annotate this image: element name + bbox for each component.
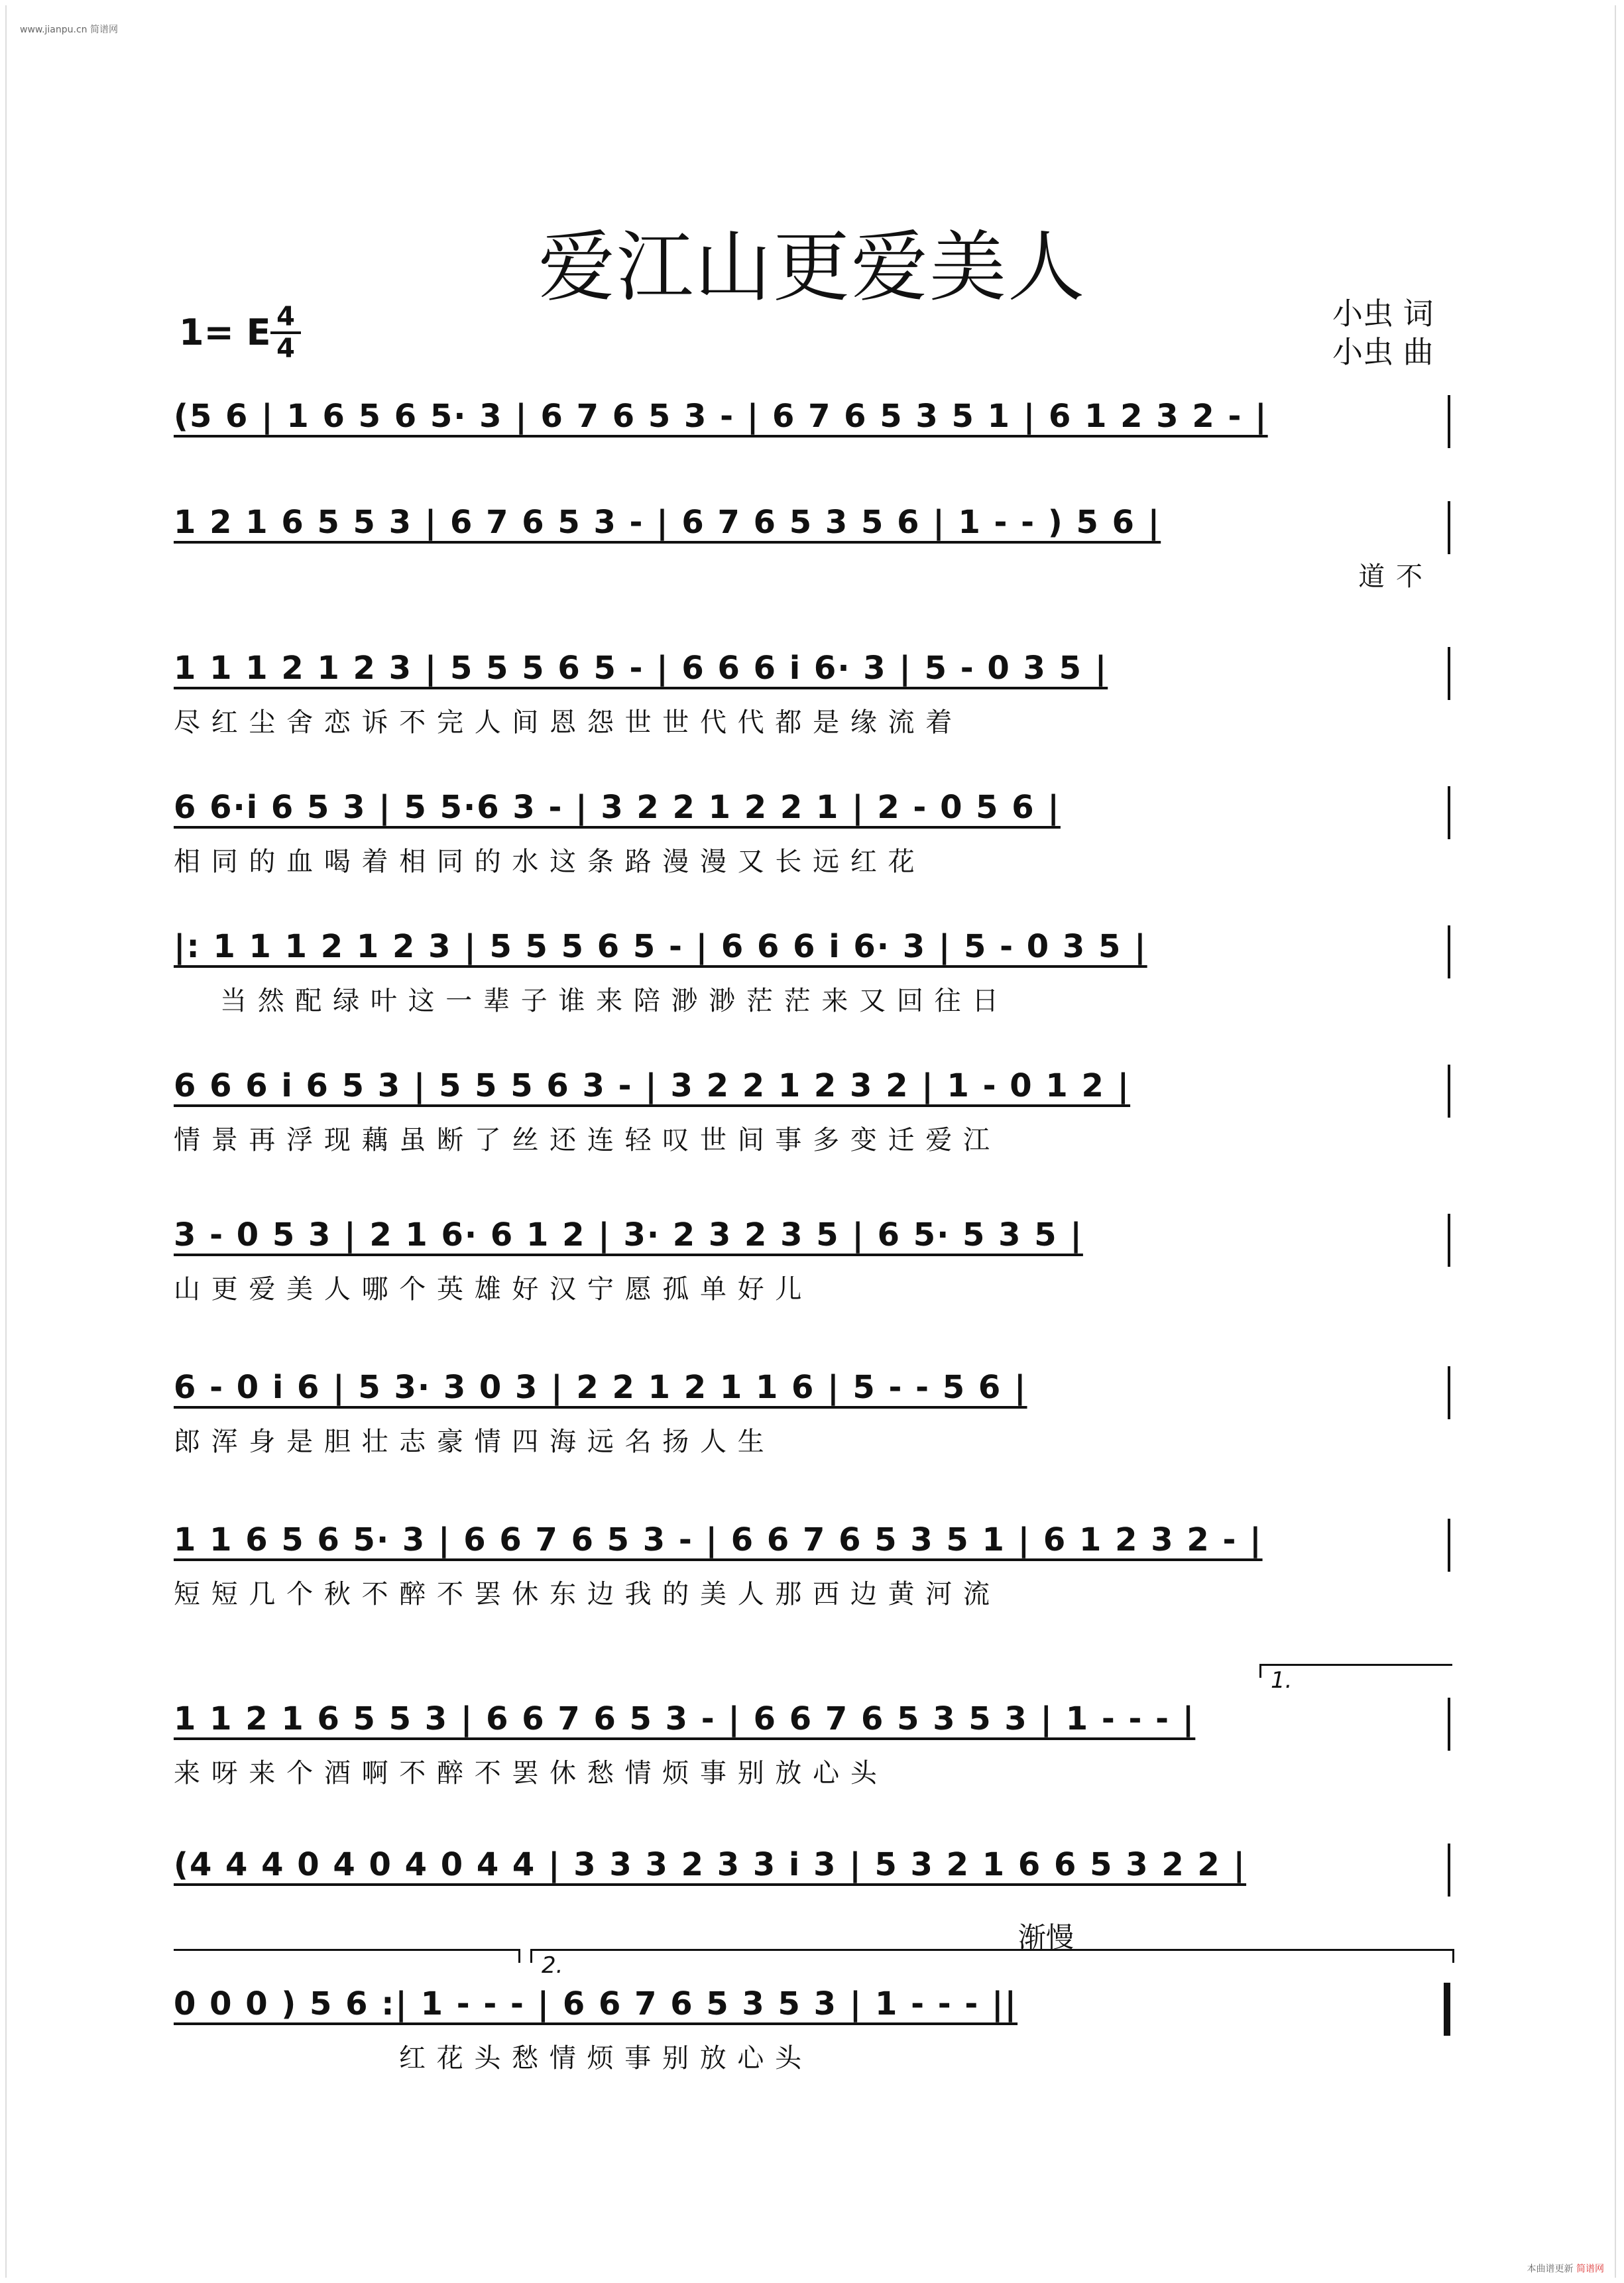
notation-row: (4 4 4 0 4 0 4 0 4 4 | 3 3 3 2 3 3 i 3 | 5 3 2 1 6 6 5 3 2 2 | xyxy=(174,1846,1247,1883)
ritardando-marking: 渐慢 xyxy=(1018,1921,1074,1954)
footer-watermark xyxy=(1527,2262,1604,2275)
notation-row: 1 2 1 6 5 5 3 | 6 7 6 5 3 - | 6 7 6 5 3 5 6 | 1 - - ) 5 6 | xyxy=(174,504,1161,541)
barline xyxy=(1448,925,1450,978)
notation-row: 6 - 0 i 6 | 5 3· 3 0 3 | 2 2 1 2 1 1 6 | 5 - - 5 6 | xyxy=(174,1369,1027,1406)
second-ending-bracket xyxy=(530,1949,1454,1979)
time-signature xyxy=(270,304,301,362)
first-ending-label: 1. xyxy=(1271,1667,1293,1694)
notation-row: 6 6·i 6 5 3 | 5 5·6 3 - | 3 2 2 1 2 2 1 | 2 - 0 5 6 | xyxy=(174,789,1061,826)
barline xyxy=(1448,1844,1450,1897)
barline xyxy=(1448,1366,1450,1419)
credits xyxy=(1332,294,1434,371)
lyrics-row: 来 呀 来 个 酒 啊 不 醉 不 罢 休 愁 情 烦 事 别 放 心 头 xyxy=(174,1758,878,1788)
lyrics-row: 郎 浑 身 是 胆 壮 志 豪 情 四 海 远 名 扬 人 生 xyxy=(174,1427,766,1457)
lyrics-row xyxy=(174,449,1450,489)
notation-row: 0 0 0 ) 5 6 :| 1 - - - | 6 6 7 6 5 3 5 3 | 1 - - - || xyxy=(174,1985,1018,2022)
notation-row: 6 6 6 i 6 5 3 | 5 5 5 6 3 - | 3 2 2 1 2 3 2 | 1 - 0 1 2 | xyxy=(174,1067,1131,1104)
barline xyxy=(1448,1519,1450,1572)
barline xyxy=(1448,786,1450,839)
ending-bracket-left xyxy=(174,1949,520,1963)
key-signature: 1= E xyxy=(179,312,271,353)
lyricist-credit: 小虫 词 xyxy=(1332,296,1434,331)
time-sig-top: 4 xyxy=(276,302,295,332)
barline xyxy=(1448,1065,1450,1118)
notation-row: 1 1 1 2 1 2 3 | 5 5 5 6 5 - | 6 6 6 i 6· 3 | 5 - 0 3 5 | xyxy=(174,650,1108,687)
notation-row: 1 1 6 5 6 5· 3 | 6 6 7 6 5 3 - | 6 6 7 6 5 3 5 1 | 6 1 2 3 2 - | xyxy=(174,1521,1263,1558)
footer-accent: 简谱网 xyxy=(1576,2264,1604,2274)
barline xyxy=(1448,1214,1450,1267)
footer-text: 本曲谱更新 xyxy=(1527,2264,1574,2274)
time-sig-bottom: 4 xyxy=(276,333,295,364)
lyrics-row: 尽 红 尘 舍 恋 诉 不 完 人 间 恩 怨 世 世 代 代 都 是 缘 流 着 xyxy=(174,707,954,738)
lyrics-row: 短 短 几 个 秋 不 醉 不 罢 休 东 边 我 的 美 人 那 西 边 黄 河 流 xyxy=(174,1579,992,1610)
barline xyxy=(1448,647,1450,700)
song-title: 爱江山更爱美人 xyxy=(538,223,1086,312)
first-ending-bracket xyxy=(1259,1664,1452,1694)
barline xyxy=(1448,1698,1450,1751)
site-watermark: www.jianpu.cn 简谱网 xyxy=(20,25,118,35)
barline xyxy=(1448,501,1450,554)
second-ending-label: 2. xyxy=(542,1952,563,1979)
notation-row: 1 1 2 1 6 5 5 3 | 6 6 7 6 5 3 - | 6 6 7 6 5 3 5 3 | 1 - - - | xyxy=(174,1700,1196,1737)
lyrics-row: 红 花 头 愁 情 烦 事 别 放 心 头 xyxy=(399,2043,803,2074)
barline xyxy=(1448,395,1450,448)
lyrics-row: 相 同 的 血 喝 着 相 同 的 水 这 条 路 漫 漫 又 长 远 红 花 xyxy=(174,847,916,877)
composer-credit: 小虫 曲 xyxy=(1332,334,1434,370)
lyrics-row: 情 景 再 浮 现 藕 虽 断 了 丝 还 连 轻 叹 世 间 事 多 变 迁 爱 江 xyxy=(174,1125,992,1155)
lyrics-row: 山 更 爱 美 人 哪 个 英 雄 好 汉 宁 愿 孤 单 好 儿 xyxy=(174,1274,803,1305)
notation-row: |: 1 1 1 2 1 2 3 | 5 5 5 6 5 - | 6 6 6 i 6· 3 | 5 - 0 3 5 | xyxy=(174,928,1147,965)
notation-row: 3 - 0 5 3 | 2 1 6· 6 1 2 | 3· 2 3 2 3 5 | 6 5· 5 3 5 | xyxy=(174,1216,1083,1254)
final-barline xyxy=(1444,1983,1450,2036)
lyrics-row: 当 然 配 绿 叶 这 一 辈 子 谁 来 陪 渺 渺 茫 茫 来 又 回 往 日 xyxy=(220,986,1000,1016)
lyrics-row: 道 不 xyxy=(1358,561,1424,592)
notation-row: (5 6 | 1 6 5 6 5· 3 | 6 7 6 5 3 - | 6 7 6 5 3 5 1 | 6 1 2 3 2 - | xyxy=(174,398,1268,435)
